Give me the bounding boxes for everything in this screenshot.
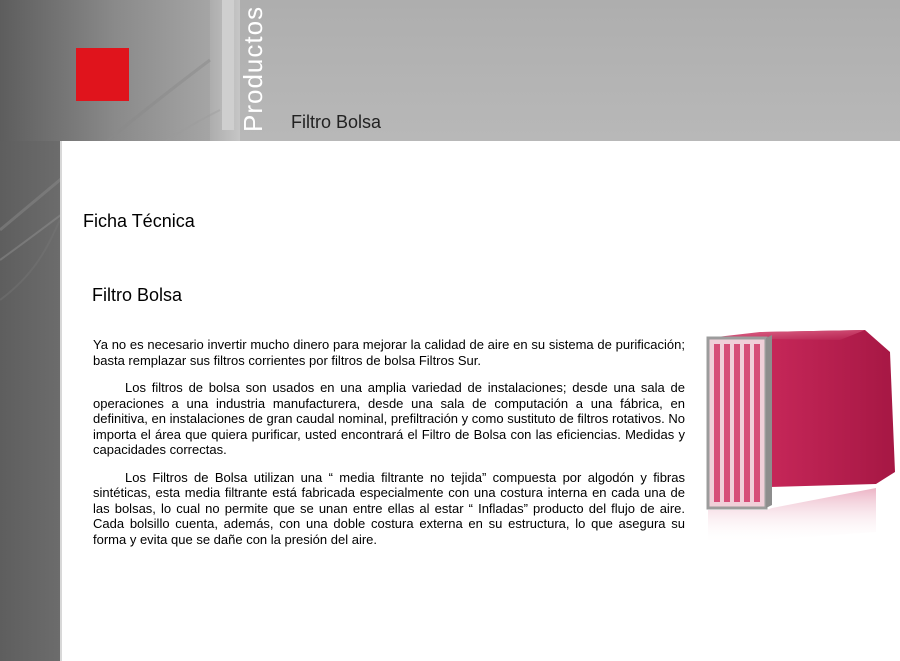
header-highlight-strip	[222, 0, 234, 130]
content-panel-edge	[60, 141, 62, 661]
section-label-vertical: Productos	[238, 5, 268, 132]
description-paragraph-3: Los Filtros de Bolsa utilizan una “ media filtrante no tejida” compuesta por algodón y fibras sintéticas, esta media filtrante está fabricada especialmente con una costura interna en cada una de las bolsas, lo cual no permite que se unan entre ellas al estar “ Infladas” producto del flujo de aire. Cada bolsillo cuenta, además, con una doble costura externa en su estructura, lo que asegura su forma y evita que se dañe con la presión del aire.	[93, 469, 685, 547]
sheet-heading: Ficha Técnica	[83, 211, 195, 231]
header-subtitle: Filtro Bolsa	[291, 112, 382, 132]
bag-filter-image	[700, 322, 900, 547]
description-paragraph-2: Los filtros de bolsa son usados en una amplia variedad de instalaciones; desde una sala de operaciones a una industria manufacturera, desde una sala de computación a una fábrica, en definitiva, en instalaciones de gran caudal nominal, prefiltración y como sustituto de filtros rotativos. No importa el área que quiera purificar, usted encontrará el Filtro de Bolsa con las eficiencias. Medidas y capacidades correctas.	[93, 380, 685, 457]
product-title: Filtro Bolsa	[92, 285, 183, 305]
product-description	[93, 337, 685, 559]
description-paragraph-1: Ya no es necesario invertir mucho dinero para mejorar la calidad de aire en su sistema de purificación; basta remplazar sus filtros corrientes por filtros de bolsa Filtros Sur.	[93, 337, 685, 368]
logo-red-square[interactable]	[76, 48, 129, 101]
page-header	[0, 0, 900, 141]
